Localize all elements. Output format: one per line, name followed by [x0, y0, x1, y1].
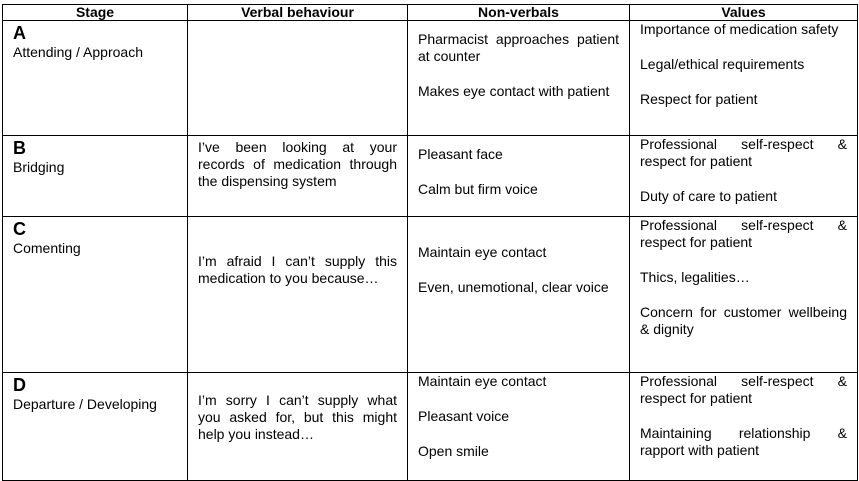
verbal-text: [198, 21, 397, 24]
nonverbal-item: Calm but firm voice: [418, 181, 538, 197]
values-cell: [630, 217, 858, 373]
stage-name: Bridging: [13, 159, 65, 175]
value-item: Maintaining relationship & rapport with patient: [640, 425, 847, 458]
stage-name: Departure / Developing: [13, 396, 157, 412]
header-non-verbals: Non-verbals: [408, 5, 630, 21]
value-item: Respect for patient: [640, 91, 758, 107]
nonverbal-cell: [408, 136, 630, 217]
verbal-text: I’m afraid I can’t supply this medication to you because…: [198, 253, 397, 286]
nonverbal-cell: [408, 373, 630, 481]
stage-cell: [3, 136, 188, 217]
stage-name: Comenting: [13, 240, 81, 256]
verbal-cell: [188, 21, 408, 136]
nonverbal-item: Pharmacist approaches patient at counter: [418, 31, 619, 64]
stage-cell: [3, 21, 188, 136]
verbal-cell: [188, 136, 408, 217]
table-row: [3, 136, 858, 217]
nonverbal-item: Even, unemotional, clear voice: [418, 279, 609, 295]
value-item: Professional self-respect & respect for patient: [640, 373, 847, 406]
values-cell: [630, 373, 858, 481]
header-values: Values: [630, 5, 858, 21]
table-row: [3, 21, 858, 136]
table-row: [3, 373, 858, 481]
nonverbal-item: Pleasant voice: [418, 408, 510, 424]
verbal-cell: [188, 217, 408, 373]
nonverbal-item: Makes eye contact with patient: [418, 83, 610, 99]
stage-letter: D: [13, 375, 26, 395]
stage-letter: B: [13, 138, 26, 158]
nonverbal-cell: [408, 217, 630, 373]
nonverbal-item: Open smile: [418, 443, 489, 459]
stage-letter: A: [13, 23, 26, 43]
values-cell: [630, 136, 858, 217]
nonverbal-item: Maintain eye contact: [418, 373, 547, 389]
stage-cell: [3, 217, 188, 373]
nonverbal-cell: [408, 21, 630, 136]
verbal-cell: [188, 373, 408, 481]
nonverbal-item: Maintain eye contact: [418, 244, 547, 260]
header-verbal-behaviour: Verbal behaviour: [188, 5, 408, 21]
value-item: Professional self-respect & respect for patient: [640, 136, 847, 169]
value-item: Concern for customer wellbeing & dignity: [640, 304, 847, 337]
value-item: Duty of care to patient: [640, 188, 777, 204]
verbal-text: I’m sorry I can’t supply what you asked for, but this might help you instead…: [198, 392, 397, 442]
value-item: Thics, legalities…: [640, 269, 750, 285]
values-cell: [630, 21, 858, 136]
value-item: Importance of medication safety: [640, 21, 839, 37]
verbal-text: I’ve been looking at your records of medication through the dispensing system: [198, 139, 397, 189]
stage-cell: [3, 373, 188, 481]
stage-letter: C: [13, 219, 26, 239]
header-stage: Stage: [3, 5, 188, 21]
stage-name: Attending / Approach: [13, 44, 143, 60]
value-item: Professional self-respect & respect for patient: [640, 217, 847, 250]
nonverbal-item: Pleasant face: [418, 146, 503, 162]
table-header-row: [3, 5, 858, 21]
communication-stages-table: [2, 4, 858, 481]
table-row: [3, 217, 858, 373]
value-item: Legal/ethical requirements: [640, 56, 805, 72]
